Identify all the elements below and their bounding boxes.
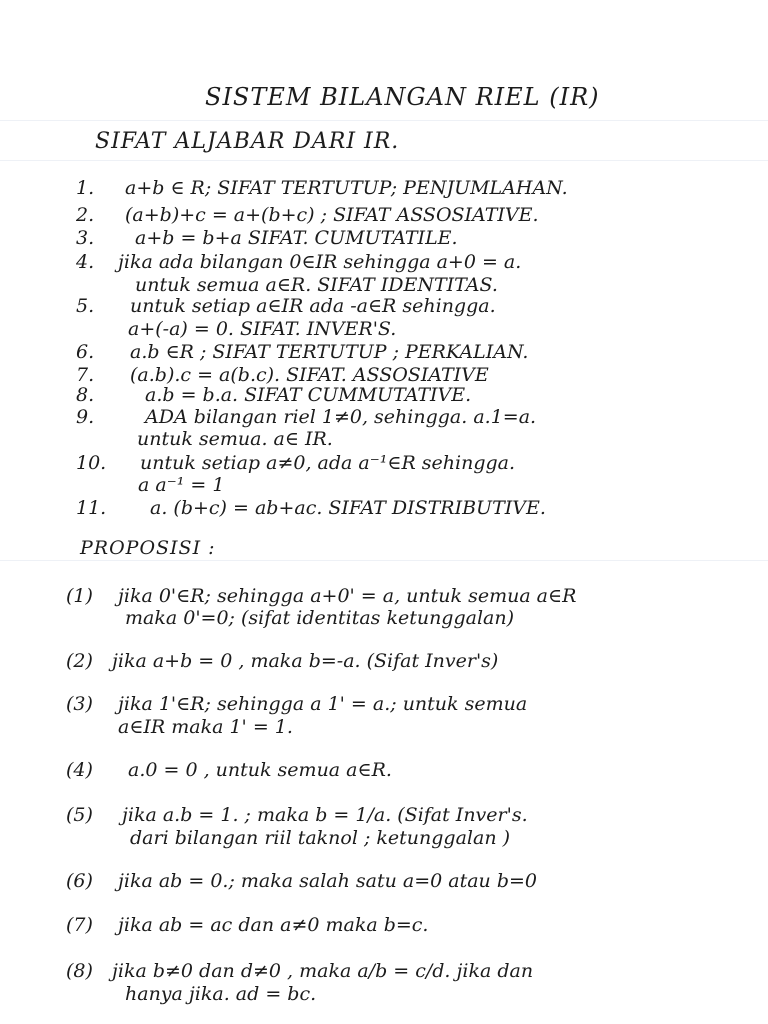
property-text: a+b ∈ R; SIFAT TERTUTUP; PENJUMLAHAN. [125, 177, 568, 199]
proposition-text: jika b≠0 dan d≠0 , maka a/b = c/d. jika dan [112, 960, 534, 982]
proposition-number: (4) [66, 759, 93, 781]
proposition-text: jika 0'∈R; sehingga a+0' = a, untuk semua a∈R [118, 585, 577, 607]
property-number: 10. [76, 452, 107, 474]
section-subtitle: SIFAT ALJABAR DARI IR. [95, 129, 400, 154]
proposition-text: jika ab = 0.; maka salah satu a=0 atau b=0 [118, 870, 537, 892]
proposition-text: dari bilangan riil taknol ; ketunggalan ) [130, 827, 511, 849]
proposition-text: jika ab = ac dan a≠0 maka b=c. [118, 914, 429, 936]
proposition-number: (1) [66, 585, 93, 607]
proposition-text: a∈IR maka 1' = 1. [118, 716, 293, 738]
proposition-text: a.0 = 0 , untuk semua a∈R. [128, 759, 392, 781]
property-text: untuk setiap a∈IR ada -a∈R sehingga. [130, 295, 496, 317]
property-number: 8. [76, 384, 95, 406]
property-number: 6. [76, 341, 95, 363]
proposition-text: jika 1'∈R; sehingga a 1' = a.; untuk semua [118, 693, 528, 715]
property-text: (a+b)+c = a+(b+c) ; SIFAT ASSOSIATIVE. [125, 204, 539, 226]
property-text: a+(-a) = 0. SIFAT. INVER'S. [128, 318, 397, 340]
property-number: 1. [76, 177, 95, 199]
property-text: a.b = b.a. SIFAT CUMMUTATIVE. [145, 384, 472, 406]
property-text: untuk semua a∈R. SIFAT IDENTITAS. [135, 274, 498, 296]
property-number: 3. [76, 227, 95, 249]
proposition-number: (6) [66, 870, 93, 892]
proposition-number: (2) [66, 650, 93, 672]
proposition-text: hanya jika. ad = bc. [125, 983, 317, 1005]
property-text: a+b = b+a SIFAT. CUMUTATILE. [135, 227, 458, 249]
property-text: untuk semua. a∈ IR. [137, 428, 333, 450]
property-number: 5. [76, 295, 95, 317]
property-text: a. (b+c) = ab+ac. SIFAT DISTRIBUTIVE. [150, 497, 546, 519]
proposition-text: maka 0'=0; (sifat identitas ketunggalan) [125, 607, 515, 629]
property-text: ADA bilangan riel 1≠0, sehingga. a.1=a. [145, 406, 537, 428]
property-text: a.b ∈R ; SIFAT TERTUTUP ; PERKALIAN. [130, 341, 529, 363]
property-number: 9. [76, 406, 95, 428]
property-number: 2. [76, 204, 95, 226]
property-text: (a.b).c = a(b.c). SIFAT. ASSOSIATIVE [130, 364, 489, 386]
property-number: 7. [76, 364, 95, 386]
property-text: jika ada bilangan 0∈IR sehingga a+0 = a. [118, 251, 522, 273]
proposition-number: (5) [66, 804, 93, 826]
proposition-text: jika a+b = 0 , maka b=-a. (Sifat Inver's) [112, 650, 499, 672]
proposition-number: (3) [66, 693, 93, 715]
proposition-number: (8) [66, 960, 93, 982]
property-text: untuk setiap a≠0, ada a⁻¹∈R sehingga. [140, 452, 516, 474]
property-number: 11. [76, 497, 107, 519]
proposisi-heading: PROPOSISI : [80, 537, 216, 559]
proposition-text: jika a.b = 1. ; maka b = 1/a. (Sifat Inver's. [122, 804, 528, 826]
property-number: 4. [76, 251, 95, 273]
proposition-number: (7) [66, 914, 93, 936]
property-text: a a⁻¹ = 1 [138, 474, 225, 496]
page-title: SISTEM BILANGAN RIEL (IR) [205, 83, 600, 111]
